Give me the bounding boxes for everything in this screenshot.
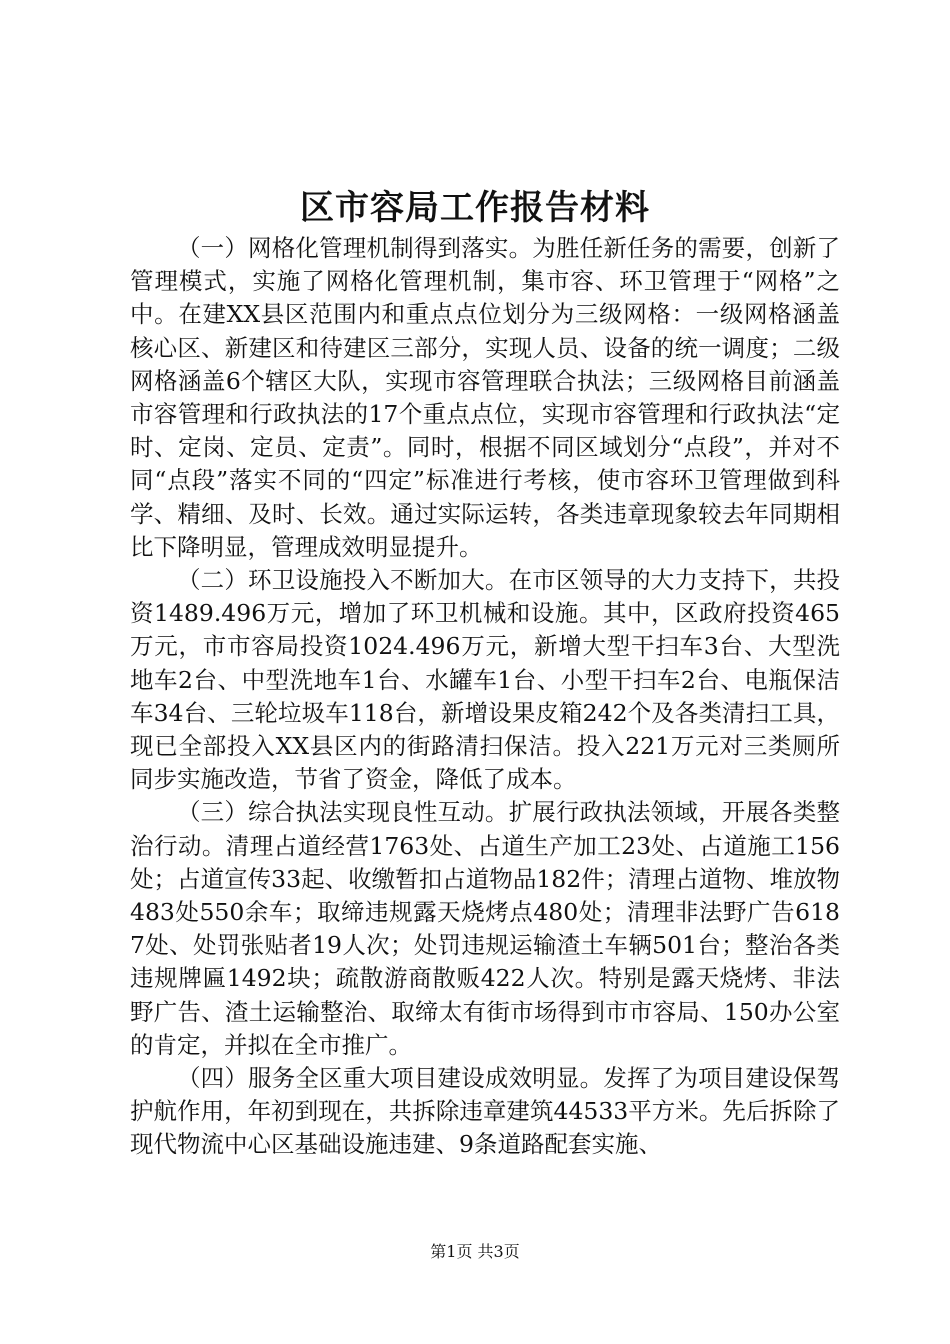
paragraph-3: （三）综合执法实现良性互动。扩展行政执法领域，开展各类整治行动。清理占道经营1763处、占道生产加工23处、占道施工156处；占道宣传33起、收缴暂扣占道物品182件；清理占道物、堆放物483处550余车；取缔违规露天烧烤点480处；清理非法野广告6187处、处罚张贴者19人次；处罚违规运输渣土车辆501台；整治各类违规牌匾1492块；疏散游商散贩422人次。特别是露天烧烤、非法野广告、渣土运输整治、取缔太有街市场得到市市容局、150办公室的肯定，并拟在全市推广。: [130, 798, 840, 1059]
document-title: 区市容局工作报告材料: [300, 188, 650, 228]
page-footer: 第1页 共3页: [430, 1242, 520, 1261]
paragraph-2: （二）环卫设施投入不断加大。在市区领导的大力支持下，共投资1489.496万元，增加了环卫机械和设施。其中，区政府投资465万元，市市容局投资1024.496万元，新增大型干扫车3台、大型洗地车2台、中型洗地车1台、水罐车1台、小型干扫车2台、电瓶保洁车34台、三轮垃圾车118台，新增设果皮箱242个及各类清扫工具，现已全部投入XX县区内的街路清扫保洁。投入221万元对三类厕所同步实施改造，节省了资金，降低了成本。: [130, 566, 840, 794]
paragraph-4: （四）服务全区重大项目建设成效明显。发挥了为项目建设保驾护航作用，年初到现在，共拆除违章建筑44533平方米。先后拆除了现代物流中心区基础设施违建、9条道路配套实施、: [130, 1064, 840, 1159]
paragraph-1: （一）网格化管理机制得到落实。为胜任新任务的需要，创新了管理模式，实施了网格化管理机制，集市容、环卫管理于“网格”之中。在建XX县区范围内和重点点位划分为三级网格：一级网格涵盖核心区、新建区和待建区三部分，实现人员、设备的统一调度；二级网格涵盖6个辖区大队，实现市容管理联合执法；三级网格目前涵盖市容管理和行政执法的17个重点点位，实现市容管理和行政执法“定时、定岗、定员、定责”。同时，根据不同区域划分“点段”，并对不同“点段”落实不同的“四定”标准进行考核，使市容环卫管理做到科学、精细、及时、长效。通过实际运转，各类违章现象较去年同期相比下降明显，管理成效明显提升。: [130, 234, 840, 561]
document-body: [130, 232, 840, 1162]
